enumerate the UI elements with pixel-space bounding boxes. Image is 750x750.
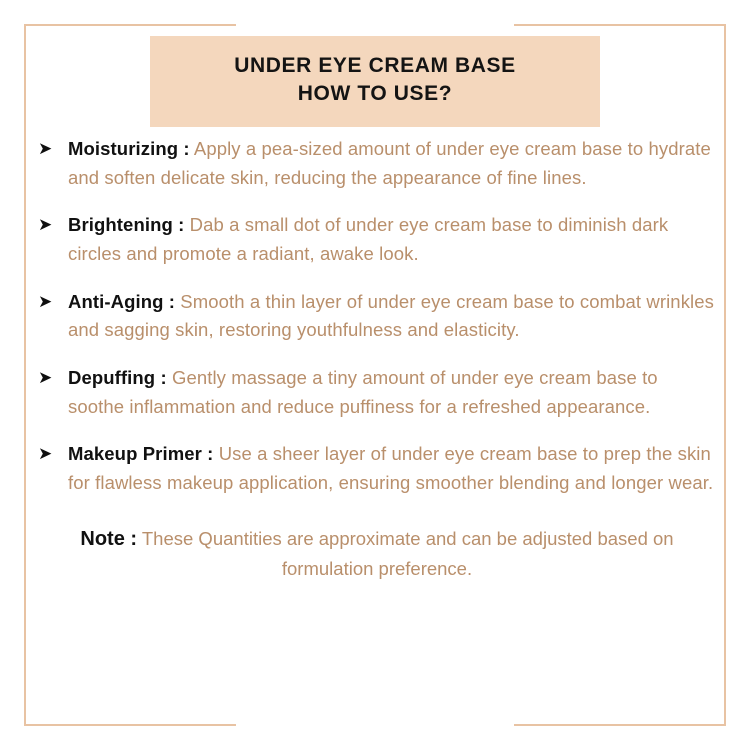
frame-rail-left [24,24,26,726]
arrow-bullet-icon: ➤ [38,291,53,311]
list-item-term: Anti-Aging : [68,290,176,312]
list-item [38,135,716,192]
arrow-bullet-icon: ➤ [38,368,53,388]
list-item-term: Brightening : [68,214,185,236]
page-title-line-2: HOW TO USE? [297,82,453,106]
list-item-text [68,211,716,268]
title-banner [150,36,600,127]
list-item-description: Apply a pea-sized amount of under eye cream base to hydrate and soften delicate skin, reducing the appearance of fine lines. [68,138,711,188]
list-item-term: Moisturizing : [68,138,190,159]
list-item [38,211,716,268]
list-item-text [68,288,716,345]
list-item [38,364,716,421]
list-item [38,440,716,497]
page-title-line-1: UNDER EYE CREAM BASE [234,54,516,77]
list-item-description: Use a sheer layer of under eye cream base to prep the skin for flawless makeup application, ensuring smoother blending and longer wear. [68,443,714,494]
note-text: These Quantities are approximate and can be adjusted based on formulation preference. [141,527,674,579]
frame-rail-right [724,24,726,726]
usage-list [38,135,716,583]
list-item-description: Smooth a thin layer of under eye cream base to combat wrinkles and sagging skin, restoring youthfulness and elasticity. [68,290,714,341]
list-item-term: Makeup Primer : [68,443,214,465]
list-item-term: Depuffing : [68,367,167,389]
list-item-text [68,440,716,497]
arrow-bullet-icon: ➤ [38,139,53,158]
list-item [38,288,716,345]
arrow-bullet-icon: ➤ [38,215,53,235]
list-item-description: Gently massage a tiny amount of under eye cream base to soothe inflammation and reduce puffiness for a refreshed appearance. [68,367,658,417]
note-label: Note : [80,527,138,550]
list-item-text [68,135,716,192]
list-item-description: Dab a small dot of under eye cream base to diminish dark circles and promote a radiant, awake look. [68,214,669,265]
arrow-bullet-icon: ➤ [38,444,53,464]
list-item-text [68,364,716,421]
note-block [38,524,716,584]
